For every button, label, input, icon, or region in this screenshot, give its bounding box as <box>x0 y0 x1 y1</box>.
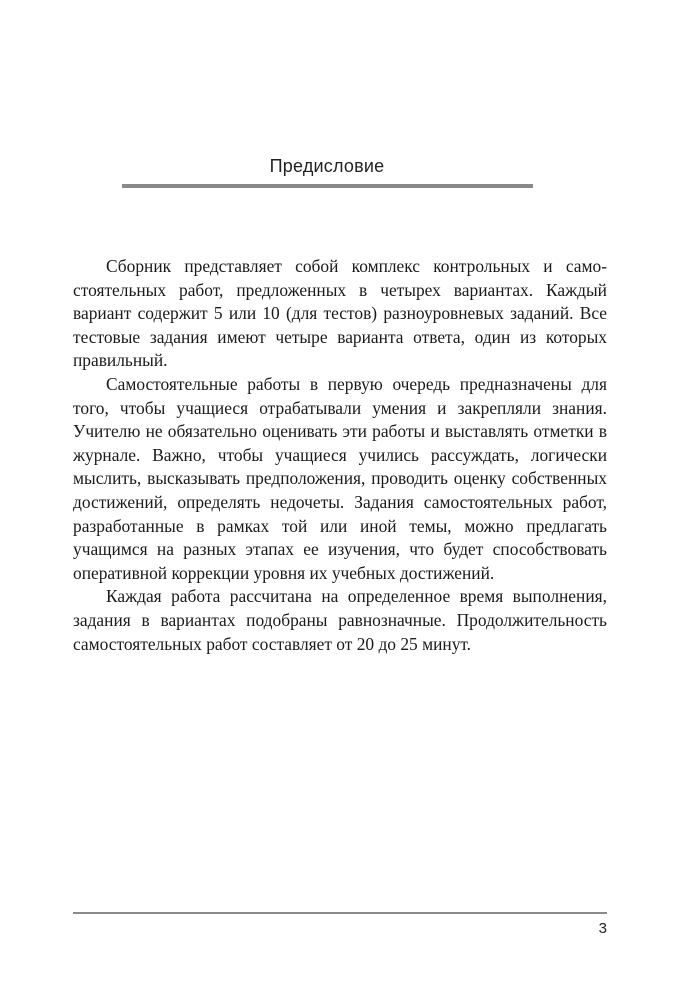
paragraph-1: Сборник представляет собой комплекс контрольных и самостоятельных работ, предложенных в четырех вариантах. Каждый вариант содержит 5 или 10 (для тестов) разноуровневых заданий. Все тестовые задания имеют четыре варианта ответа, один из которых правильный. <box>73 256 607 371</box>
paragraph-2: Самостоятельные работы в первую очередь предназначены для того, чтобы учащиеся отрабатывали умения и закрепляли знания. Учителю не обязательно оценивать эти работы и выставлять отметки в журнале. Важно, чтобы учащиеся учились рассуждать, логически мыслить, высказывать предположения, проводить оценку собственных достижений, определять недочеты. Задания самостоятельных работ, разработанные в рамках той или иной темы, можно предлагать учащимся на разных этапах ее изучения, что будет способствовать оперативной коррекции уровня их учебных достижений. <box>73 373 607 583</box>
page-title: Предисловие <box>269 156 385 176</box>
paragraph-3: Каждая работа рассчитана на определенное время выполнения, задания в вариантах подобраны равнозначные. Продолжительность самостоятельных работ составляет от 20 до 25 минут. <box>73 586 607 654</box>
page-number: 3 <box>598 920 607 937</box>
title-underline <box>122 184 533 188</box>
footer-divider <box>73 912 607 914</box>
body-text <box>73 255 607 656</box>
